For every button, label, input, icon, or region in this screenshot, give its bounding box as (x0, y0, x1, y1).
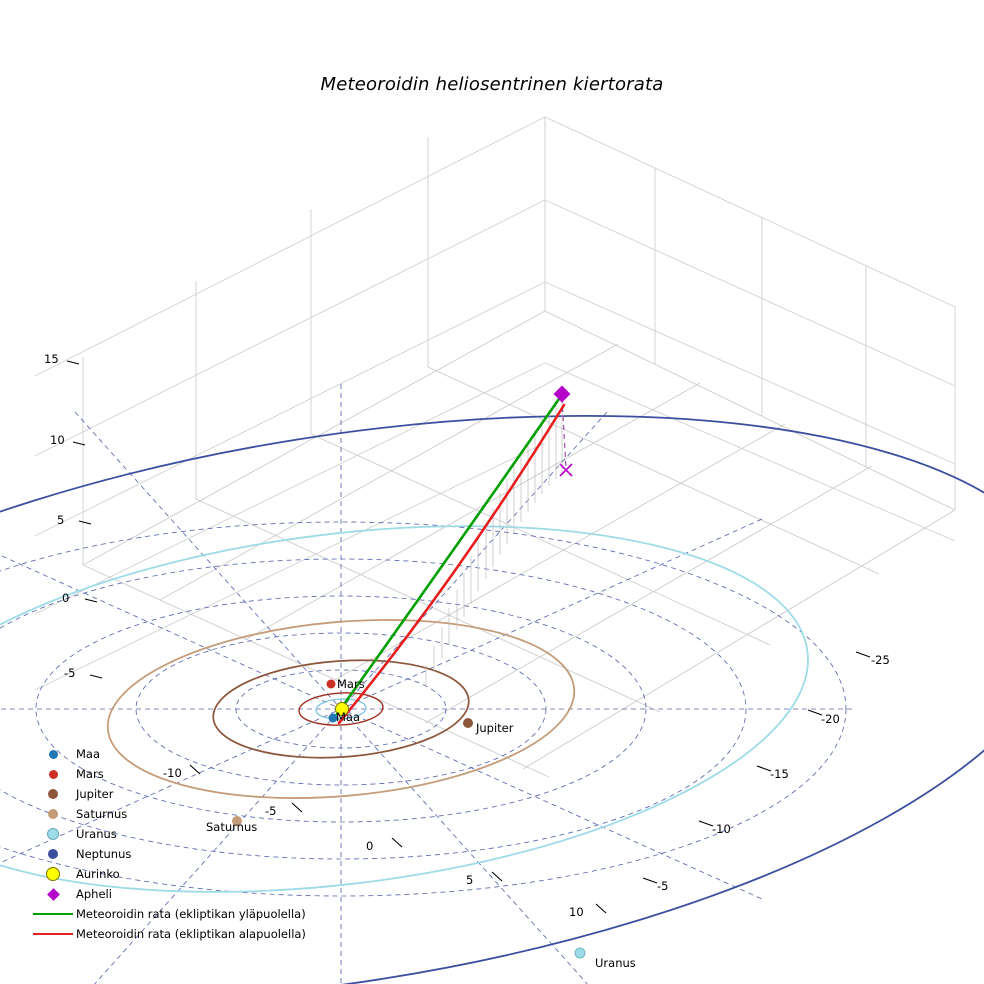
maa-marker-icon (30, 750, 76, 759)
green-line-icon (30, 913, 76, 915)
tick-label: -25 (871, 653, 890, 667)
marker-apheli (554, 386, 571, 403)
saturnus-marker-icon (30, 809, 76, 819)
tick-label: 10 (50, 433, 65, 447)
tick-label: -5 (657, 879, 669, 893)
uranus-marker-icon (30, 828, 76, 840)
marker-jupiter (463, 718, 473, 728)
annotation-mars: Mars (337, 677, 365, 691)
legend-item-saturnus[interactable] (30, 804, 360, 824)
legend-item-apheli[interactable] (30, 884, 360, 904)
tick-label: 5 (466, 873, 474, 887)
legend-label: Mars (76, 767, 104, 781)
legend-label: Meteoroidin rata (ekliptikan yläpuolella) (76, 907, 306, 921)
red-line-icon (30, 933, 76, 935)
tick-label: -10 (163, 766, 182, 780)
legend-item-uranus[interactable] (30, 824, 360, 844)
tick-label: 5 (57, 513, 65, 527)
legend-item-mars[interactable] (30, 764, 360, 784)
page-title: Meteoroidin heliosentrinen kiertorata (320, 74, 664, 95)
axes-pane-grid (35, 117, 955, 690)
legend-label: Uranus (76, 827, 117, 841)
legend-item-track-below[interactable] (30, 924, 360, 944)
tick-label: -5 (265, 804, 277, 818)
tick-label: 15 (44, 352, 59, 366)
legend-label: Aurinko (76, 867, 120, 881)
legend-label: Jupiter (76, 787, 114, 801)
annotation-saturnus: Saturnus (206, 820, 258, 834)
tick-label: -5 (64, 666, 76, 680)
meteoroid-track-above (337, 396, 561, 714)
axes-floor-grid (83, 311, 955, 777)
neptunus-marker-icon (30, 849, 76, 859)
legend-label: Maa (76, 747, 101, 761)
jupiter-marker-icon (30, 789, 76, 799)
annotation-uranus: Uranus (595, 956, 636, 970)
marker-mars (327, 680, 336, 689)
annotation-maa: Maa (336, 710, 361, 724)
marker-uranus (575, 948, 585, 958)
aurinko-marker-icon (30, 867, 76, 881)
legend-item-aurinko[interactable] (30, 864, 360, 884)
legend (30, 744, 360, 944)
tick-label: 10 (569, 905, 584, 919)
annotation-jupiter: Jupiter (476, 721, 514, 735)
legend-label: Apheli (76, 887, 112, 901)
legend-item-neptunus[interactable] (30, 844, 360, 864)
legend-label: Saturnus (76, 807, 128, 821)
legend-label: Meteoroidin rata (ekliptikan alapuolella) (76, 927, 306, 941)
meteoroid-track-below (339, 405, 564, 723)
tick-label: 0 (62, 591, 70, 605)
tick-label: 0 (366, 839, 374, 853)
tick-label: -10 (712, 822, 731, 836)
apheli-diamond-icon (30, 890, 76, 899)
tick-label: -15 (770, 767, 789, 781)
legend-item-jupiter[interactable] (30, 784, 360, 804)
legend-item-track-above[interactable] (30, 904, 360, 924)
legend-item-maa[interactable] (30, 744, 360, 764)
tick-label: -20 (821, 712, 840, 726)
mars-marker-icon (30, 770, 76, 779)
legend-label: Neptunus (76, 847, 132, 861)
